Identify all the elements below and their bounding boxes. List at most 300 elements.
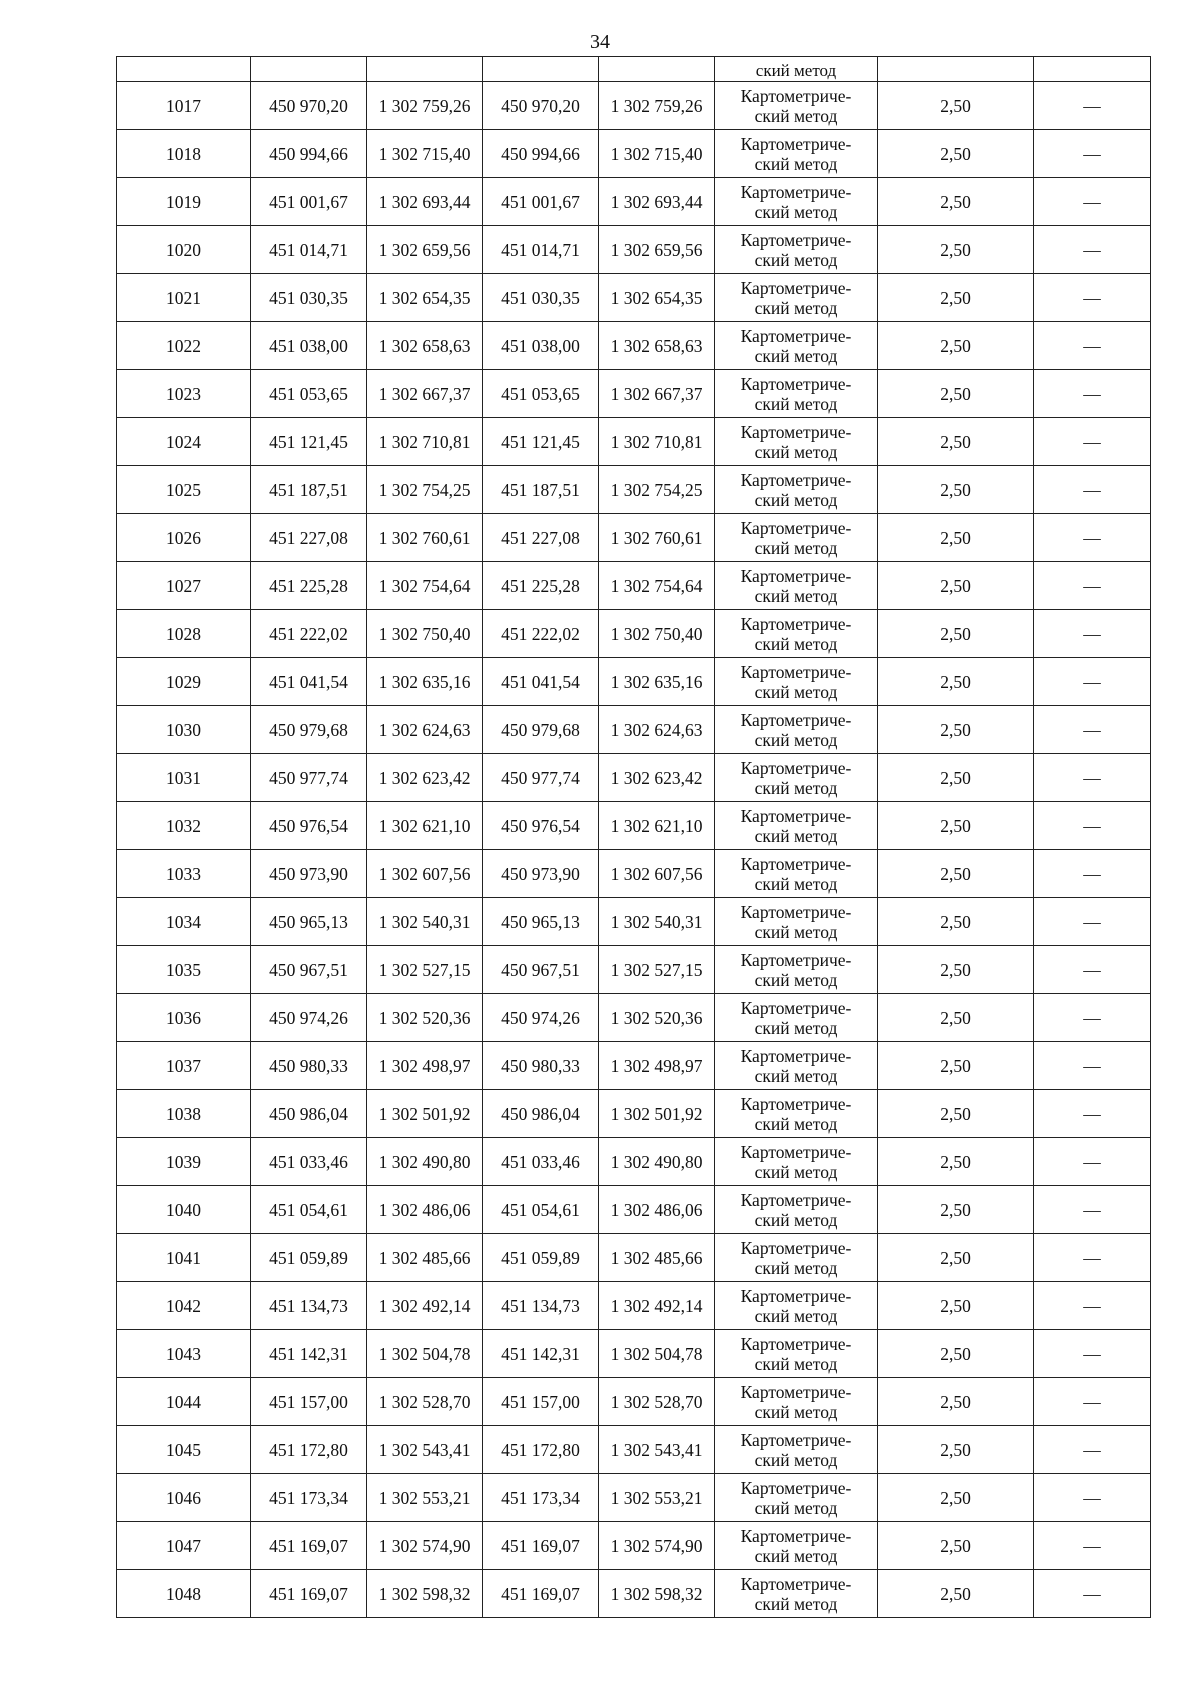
table-body <box>117 57 1151 1618</box>
cell-description: — <box>1034 1042 1151 1090</box>
cell-x-existing: 451 169,07 <box>251 1522 367 1570</box>
cell-description: — <box>1034 850 1151 898</box>
cell-x-existing: 450 977,74 <box>251 754 367 802</box>
cell-method <box>715 466 878 514</box>
cell-accuracy: 2,50 <box>878 274 1034 322</box>
cell-accuracy: 2,50 <box>878 946 1034 994</box>
cell-y-new: 1 302 501,92 <box>599 1090 715 1138</box>
cell-x-existing: 451 014,71 <box>251 226 367 274</box>
cell-x-new: 450 994,66 <box>483 130 599 178</box>
cell-y-new: 1 302 760,61 <box>599 514 715 562</box>
method-line-1: Картометриче- <box>740 1333 852 1354</box>
cell-point-id: 1026 <box>117 514 251 562</box>
method-line-2: ский метод <box>754 1113 838 1134</box>
method-line-2: ский метод <box>754 921 838 942</box>
table-row <box>117 1378 1151 1426</box>
cell-x-new: 451 134,73 <box>483 1282 599 1330</box>
method-line-2: ский метод <box>754 1545 838 1566</box>
cell-description: — <box>1034 754 1151 802</box>
cell-y-existing: 1 302 498,97 <box>367 1042 483 1090</box>
cell-x-existing: 451 142,31 <box>251 1330 367 1378</box>
table-row <box>117 1186 1151 1234</box>
cell-method <box>715 1042 878 1090</box>
cell-y-existing: 1 302 607,56 <box>367 850 483 898</box>
cell-method <box>715 1474 878 1522</box>
cell-x-new: 450 979,68 <box>483 706 599 754</box>
cell-point-id: 1034 <box>117 898 251 946</box>
table-row <box>117 658 1151 706</box>
cell-x-new: 451 187,51 <box>483 466 599 514</box>
cell-y-existing: 1 302 486,06 <box>367 1186 483 1234</box>
method-line-1: Картометриче- <box>740 853 852 874</box>
cell-description: — <box>1034 178 1151 226</box>
cell-x-existing: 451 222,02 <box>251 610 367 658</box>
method-line-1: Картометриче- <box>740 613 852 634</box>
cell-x-new: 451 041,54 <box>483 658 599 706</box>
cell-x-existing: 450 967,51 <box>251 946 367 994</box>
cell-point-id: 1039 <box>117 1138 251 1186</box>
cell-x-existing: 451 169,07 <box>251 1570 367 1618</box>
cell-description: — <box>1034 418 1151 466</box>
cell-y-new: 1 302 754,64 <box>599 562 715 610</box>
cell-accuracy: 2,50 <box>878 418 1034 466</box>
cell-y-existing <box>367 57 483 82</box>
cell-point-id: 1045 <box>117 1426 251 1474</box>
cell-y-new: 1 302 710,81 <box>599 418 715 466</box>
method-line-1: Картометриче- <box>740 1477 852 1498</box>
cell-point-id: 1048 <box>117 1570 251 1618</box>
cell-method <box>715 1186 878 1234</box>
cell-y-existing: 1 302 527,15 <box>367 946 483 994</box>
table-row <box>117 562 1151 610</box>
cell-accuracy: 2,50 <box>878 226 1034 274</box>
cell-x-new: 451 014,71 <box>483 226 599 274</box>
table-row <box>117 466 1151 514</box>
cell-y-new: 1 302 667,37 <box>599 370 715 418</box>
cell-x-existing: 451 172,80 <box>251 1426 367 1474</box>
cell-accuracy: 2,50 <box>878 1186 1034 1234</box>
cell-y-existing: 1 302 623,42 <box>367 754 483 802</box>
cell-x-existing: 451 134,73 <box>251 1282 367 1330</box>
method-line-2: ский метод <box>754 1449 838 1470</box>
method-line-1: Картометриче- <box>740 709 852 730</box>
cell-description: — <box>1034 562 1151 610</box>
cell-x-new: 451 121,45 <box>483 418 599 466</box>
cell-point-id: 1019 <box>117 178 251 226</box>
cell-description: — <box>1034 322 1151 370</box>
cell-y-new: 1 302 598,32 <box>599 1570 715 1618</box>
table-row <box>117 1522 1151 1570</box>
table-row <box>117 850 1151 898</box>
cell-method <box>715 322 878 370</box>
cell-point-id: 1018 <box>117 130 251 178</box>
cell-description: — <box>1034 1330 1151 1378</box>
table-row <box>117 1330 1151 1378</box>
cell-method <box>715 1234 878 1282</box>
method-line-1: Картометриче- <box>740 757 852 778</box>
cell-description: — <box>1034 514 1151 562</box>
cell-x-existing: 450 973,90 <box>251 850 367 898</box>
method-line-1: Картометриче- <box>740 661 852 682</box>
method-line-2: ский метод <box>754 969 838 990</box>
method-line-1: Картометриче- <box>740 1285 852 1306</box>
cell-method <box>715 1426 878 1474</box>
method-line-2: ский метод <box>754 345 838 366</box>
cell-y-new: 1 302 750,40 <box>599 610 715 658</box>
method-line-1: Картометриче- <box>740 469 852 490</box>
cell-description: — <box>1034 946 1151 994</box>
method-line-1: Картометриче- <box>740 325 852 346</box>
cell-x-existing: 450 970,20 <box>251 82 367 130</box>
cell-description: — <box>1034 1426 1151 1474</box>
cell-accuracy: 2,50 <box>878 1282 1034 1330</box>
cell-accuracy <box>878 57 1034 82</box>
cell-x-existing: 451 225,28 <box>251 562 367 610</box>
cell-x-existing: 451 157,00 <box>251 1378 367 1426</box>
method-line-1: Картометриче- <box>740 277 852 298</box>
cell-method <box>715 82 878 130</box>
method-line-2: ский метод <box>754 1401 838 1422</box>
cell-y-new: 1 302 621,10 <box>599 802 715 850</box>
cell-y-new: 1 302 553,21 <box>599 1474 715 1522</box>
method-line-1: Картометриче- <box>740 949 852 970</box>
cell-method <box>715 658 878 706</box>
method-line-2: ский метод <box>754 489 838 510</box>
cell-accuracy: 2,50 <box>878 82 1034 130</box>
cell-y-existing: 1 302 710,81 <box>367 418 483 466</box>
cell-y-new: 1 302 540,31 <box>599 898 715 946</box>
cell-accuracy: 2,50 <box>878 802 1034 850</box>
cell-y-new: 1 302 624,63 <box>599 706 715 754</box>
cell-accuracy: 2,50 <box>878 1138 1034 1186</box>
cell-y-existing: 1 302 654,35 <box>367 274 483 322</box>
cell-y-existing: 1 302 624,63 <box>367 706 483 754</box>
table-row <box>117 130 1151 178</box>
cell-point-id: 1035 <box>117 946 251 994</box>
cell-y-new: 1 302 485,66 <box>599 1234 715 1282</box>
table-row <box>117 1474 1151 1522</box>
cell-y-existing: 1 302 490,80 <box>367 1138 483 1186</box>
cell-point-id: 1036 <box>117 994 251 1042</box>
cell-x-new: 451 054,61 <box>483 1186 599 1234</box>
cell-x-new: 451 227,08 <box>483 514 599 562</box>
cell-accuracy: 2,50 <box>878 130 1034 178</box>
cell-description: — <box>1034 658 1151 706</box>
table-row <box>117 322 1151 370</box>
cell-description: — <box>1034 1090 1151 1138</box>
cell-accuracy: 2,50 <box>878 370 1034 418</box>
cell-x-new: 450 967,51 <box>483 946 599 994</box>
cell-point-id: 1031 <box>117 754 251 802</box>
cell-description: — <box>1034 1522 1151 1570</box>
cell-method <box>715 706 878 754</box>
cell-method <box>715 130 878 178</box>
method-line-2: ский метод <box>754 777 838 798</box>
table-row <box>117 274 1151 322</box>
table-row <box>117 610 1151 658</box>
cell-point-id: 1017 <box>117 82 251 130</box>
method-line-2: ский метод <box>754 1257 838 1278</box>
cell-method <box>715 1522 878 1570</box>
cell-x-new <box>483 57 599 82</box>
cell-point-id: 1047 <box>117 1522 251 1570</box>
table-row <box>117 706 1151 754</box>
cell-point-id: 1025 <box>117 466 251 514</box>
cell-description: — <box>1034 274 1151 322</box>
method-line-2: ский метод <box>754 1065 838 1086</box>
cell-y-existing: 1 302 754,25 <box>367 466 483 514</box>
cell-y-existing: 1 302 750,40 <box>367 610 483 658</box>
cell-method <box>715 802 878 850</box>
cell-x-existing: 451 059,89 <box>251 1234 367 1282</box>
cell-x-existing: 450 994,66 <box>251 130 367 178</box>
cell-y-existing: 1 302 759,26 <box>367 82 483 130</box>
table-row <box>117 370 1151 418</box>
cell-method <box>715 370 878 418</box>
cell-y-existing: 1 302 667,37 <box>367 370 483 418</box>
table-row <box>117 82 1151 130</box>
cell-y-new: 1 302 574,90 <box>599 1522 715 1570</box>
cell-x-existing: 451 033,46 <box>251 1138 367 1186</box>
method-line-2: ский метод <box>754 441 838 462</box>
cell-x-new: 450 974,26 <box>483 994 599 1042</box>
cell-accuracy: 2,50 <box>878 1426 1034 1474</box>
cell-accuracy: 2,50 <box>878 1234 1034 1282</box>
cell-x-new: 450 986,04 <box>483 1090 599 1138</box>
method-line-2: ский метод <box>754 297 838 318</box>
cell-point-id: 1032 <box>117 802 251 850</box>
cell-point-id: 1027 <box>117 562 251 610</box>
method-line-1: Картометриче- <box>740 901 852 922</box>
cell-method <box>715 1282 878 1330</box>
cell-x-new: 451 053,65 <box>483 370 599 418</box>
method-line-1: Картометриче- <box>740 421 852 442</box>
cell-x-existing: 451 227,08 <box>251 514 367 562</box>
cell-y-new <box>599 57 715 82</box>
method-line-2: ский метод <box>754 105 838 126</box>
cell-y-new: 1 302 543,41 <box>599 1426 715 1474</box>
cell-y-existing: 1 302 540,31 <box>367 898 483 946</box>
cell-accuracy: 2,50 <box>878 322 1034 370</box>
cell-x-new: 451 157,00 <box>483 1378 599 1426</box>
method-line-2: ский метод <box>754 585 838 606</box>
cell-accuracy: 2,50 <box>878 466 1034 514</box>
cell-y-new: 1 302 498,97 <box>599 1042 715 1090</box>
method-line-2: ский метод <box>754 393 838 414</box>
cell-point-id: 1033 <box>117 850 251 898</box>
cell-point-id: 1030 <box>117 706 251 754</box>
cell-description: — <box>1034 1234 1151 1282</box>
table-row <box>117 1042 1151 1090</box>
table-row <box>117 898 1151 946</box>
cell-x-new: 451 038,00 <box>483 322 599 370</box>
cell-method <box>715 1090 878 1138</box>
cell-x-existing: 451 038,00 <box>251 322 367 370</box>
cell-description: — <box>1034 226 1151 274</box>
cell-y-existing: 1 302 574,90 <box>367 1522 483 1570</box>
method-line-2: ский метод <box>754 633 838 654</box>
coordinates-table <box>116 56 1151 1618</box>
method-line-1: Картометриче- <box>740 1573 852 1594</box>
table-row <box>117 994 1151 1042</box>
cell-method <box>715 994 878 1042</box>
cell-x-new: 450 973,90 <box>483 850 599 898</box>
cell-description: — <box>1034 82 1151 130</box>
cell-description: — <box>1034 994 1151 1042</box>
cell-x-existing: 451 053,65 <box>251 370 367 418</box>
cell-y-new: 1 302 654,35 <box>599 274 715 322</box>
cell-point-id: 1043 <box>117 1330 251 1378</box>
cell-x-existing: 451 041,54 <box>251 658 367 706</box>
cell-accuracy: 2,50 <box>878 994 1034 1042</box>
cell-y-new: 1 302 658,63 <box>599 322 715 370</box>
cell-y-new: 1 302 659,56 <box>599 226 715 274</box>
cell-point-id: 1038 <box>117 1090 251 1138</box>
method-line-2: ский метод <box>754 1209 838 1230</box>
cell-accuracy: 2,50 <box>878 514 1034 562</box>
method-line-1: Картометриче- <box>740 517 852 538</box>
cell-y-existing: 1 302 693,44 <box>367 178 483 226</box>
cell-point-id: 1024 <box>117 418 251 466</box>
cell-description <box>1034 57 1151 82</box>
cell-x-new: 451 001,67 <box>483 178 599 226</box>
cell-description: — <box>1034 130 1151 178</box>
method-line-2: ский метод <box>754 1497 838 1518</box>
method-line-2: ский метод <box>754 153 838 174</box>
cell-x-existing: 451 054,61 <box>251 1186 367 1234</box>
cell-accuracy: 2,50 <box>878 850 1034 898</box>
table-row <box>117 1570 1151 1618</box>
cell-x-existing: 451 173,34 <box>251 1474 367 1522</box>
cell-x-existing: 450 979,68 <box>251 706 367 754</box>
cell-y-new: 1 302 504,78 <box>599 1330 715 1378</box>
cell-point-id: 1042 <box>117 1282 251 1330</box>
cell-x-existing: 451 187,51 <box>251 466 367 514</box>
cell-point-id: 1037 <box>117 1042 251 1090</box>
cell-method <box>715 1138 878 1186</box>
cell-method <box>715 898 878 946</box>
cell-y-existing: 1 302 543,41 <box>367 1426 483 1474</box>
method-line-2: ский метод <box>754 729 838 750</box>
cell-x-new: 450 977,74 <box>483 754 599 802</box>
cell-y-existing: 1 302 553,21 <box>367 1474 483 1522</box>
method-line-1: Картометриче- <box>740 1189 852 1210</box>
cell-method <box>715 274 878 322</box>
cell-description: — <box>1034 1186 1151 1234</box>
table-row <box>117 1234 1151 1282</box>
cell-point-id: 1020 <box>117 226 251 274</box>
method-line-1: Картометриче- <box>740 1381 852 1402</box>
table-row <box>117 802 1151 850</box>
cell-point-id: 1029 <box>117 658 251 706</box>
cell-y-new: 1 302 490,80 <box>599 1138 715 1186</box>
cell-method <box>715 178 878 226</box>
cell-y-new: 1 302 623,42 <box>599 754 715 802</box>
cell-description: — <box>1034 610 1151 658</box>
cell-y-existing: 1 302 528,70 <box>367 1378 483 1426</box>
method-line-2: ский метод <box>754 681 838 702</box>
cell-y-existing: 1 302 621,10 <box>367 802 483 850</box>
cell-y-new: 1 302 528,70 <box>599 1378 715 1426</box>
cell-x-existing: 450 980,33 <box>251 1042 367 1090</box>
method-line-2: ский метод <box>754 1017 838 1038</box>
cell-x-new: 451 169,07 <box>483 1570 599 1618</box>
cell-method: ский метод <box>715 57 878 82</box>
cell-accuracy: 2,50 <box>878 1570 1034 1618</box>
method-line-1: Картометриче- <box>740 1093 852 1114</box>
cell-y-existing: 1 302 760,61 <box>367 514 483 562</box>
cell-x-new: 450 976,54 <box>483 802 599 850</box>
cell-x-existing: 450 976,54 <box>251 802 367 850</box>
cell-description: — <box>1034 898 1151 946</box>
cell-x-existing: 451 121,45 <box>251 418 367 466</box>
cell-method <box>715 562 878 610</box>
cell-point-id: 1040 <box>117 1186 251 1234</box>
cell-accuracy: 2,50 <box>878 1522 1034 1570</box>
cell-x-new: 450 965,13 <box>483 898 599 946</box>
table-row <box>117 1282 1151 1330</box>
method-line-1: Картометриче- <box>740 1237 852 1258</box>
cell-y-existing: 1 302 754,64 <box>367 562 483 610</box>
cell-x-new: 451 030,35 <box>483 274 599 322</box>
method-line-1: Картометриче- <box>740 1429 852 1450</box>
cell-x-new: 450 980,33 <box>483 1042 599 1090</box>
cell-accuracy: 2,50 <box>878 1090 1034 1138</box>
cell-description: — <box>1034 370 1151 418</box>
cell-point-id: 1023 <box>117 370 251 418</box>
cell-description: — <box>1034 1570 1151 1618</box>
table-row <box>117 226 1151 274</box>
cell-method <box>715 1378 878 1426</box>
method-line-1: Картометриче- <box>740 373 852 394</box>
cell-accuracy: 2,50 <box>878 1474 1034 1522</box>
cell-x-existing: 450 986,04 <box>251 1090 367 1138</box>
cell-accuracy: 2,50 <box>878 178 1034 226</box>
cell-x-new: 451 059,89 <box>483 1234 599 1282</box>
cell-y-new: 1 302 607,56 <box>599 850 715 898</box>
method-line-1: Картометриче- <box>740 1141 852 1162</box>
table-row <box>117 1090 1151 1138</box>
cell-description: — <box>1034 1282 1151 1330</box>
cell-x-existing: 451 001,67 <box>251 178 367 226</box>
cell-y-new: 1 302 492,14 <box>599 1282 715 1330</box>
cell-point-id: 1022 <box>117 322 251 370</box>
cell-y-new: 1 302 520,36 <box>599 994 715 1042</box>
method-line-1: Картометриче- <box>740 1045 852 1066</box>
cell-point-id: 1044 <box>117 1378 251 1426</box>
cell-y-existing: 1 302 659,56 <box>367 226 483 274</box>
cell-accuracy: 2,50 <box>878 706 1034 754</box>
method-line-2: ский метод <box>754 1305 838 1326</box>
cell-method <box>715 946 878 994</box>
method-line-2: ский метод <box>754 873 838 894</box>
cell-y-existing: 1 302 635,16 <box>367 658 483 706</box>
cell-y-existing: 1 302 658,63 <box>367 322 483 370</box>
cell-y-new: 1 302 527,15 <box>599 946 715 994</box>
table-row <box>117 946 1151 994</box>
cell-description: — <box>1034 1378 1151 1426</box>
cell-y-existing: 1 302 504,78 <box>367 1330 483 1378</box>
cell-description: — <box>1034 466 1151 514</box>
method-line-1: Картометриче- <box>740 805 852 826</box>
cell-y-existing: 1 302 715,40 <box>367 130 483 178</box>
table-row <box>117 178 1151 226</box>
cell-method <box>715 1570 878 1618</box>
cell-description: — <box>1034 802 1151 850</box>
cell-description: — <box>1034 1474 1151 1522</box>
cell-y-new: 1 302 693,44 <box>599 178 715 226</box>
cell-y-new: 1 302 759,26 <box>599 82 715 130</box>
